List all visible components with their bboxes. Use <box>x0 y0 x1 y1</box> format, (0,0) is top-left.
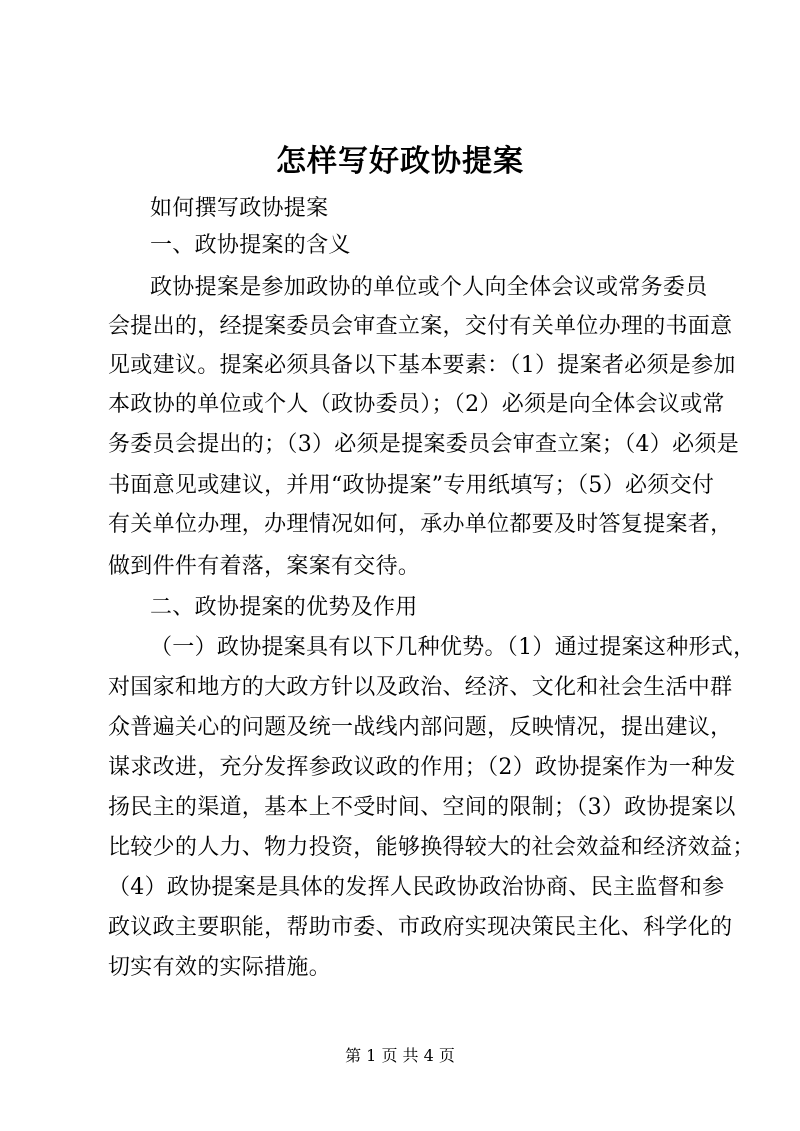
paragraph-line: 见或建议。提案必须具备以下基本要素：（1）提案者必须是参加 <box>108 353 736 378</box>
section-heading: 二、政协提案的优势及作用 <box>150 595 418 620</box>
subtitle-line: 如何撰写政协提案 <box>150 196 329 221</box>
paragraph-line: 扬民主的渠道，基本上不受时间、空间的限制；（3）政协提案以 <box>108 795 736 820</box>
paragraph-line: 众普遍关心的问题及统一战线内部问题，反映情况，提出建议， <box>108 715 733 740</box>
paragraph-line: 谋求改进，充分发挥参政议政的作用；（2）政协提案作为一种发 <box>108 755 736 780</box>
paragraph-line: 做到件件有着落，案案有交待。 <box>108 554 421 579</box>
paragraph-line: 政协提案是参加政协的单位或个人向全体会议或常务委员 <box>150 275 708 300</box>
paragraph-line: 有关单位办理，办理情况如何，承办单位都要及时答复提案者， <box>108 512 733 537</box>
document-title: 怎样写好政协提案 <box>276 144 524 179</box>
paragraph-line: 政议政主要职能，帮助市委、市政府实现决策民主化、科学化的 <box>108 915 733 940</box>
paragraph-line: 切实有效的实际措施。 <box>108 955 332 980</box>
paragraph-line: 本政协的单位或个人（政协委员）；（2）必须是向全体会议或常 <box>108 392 725 417</box>
paragraph-line: 务委员会提出的；（3）必须是提案委员会审查立案；（4）必须是 <box>108 432 739 457</box>
page-number-footer: 第 1 页 共 4 页 <box>345 1046 455 1065</box>
paragraph-line: 对国家和地方的大政方针以及政治、经济、文化和社会生活中群 <box>108 675 733 700</box>
paragraph-line: （4）政协提案是具体的发挥人民政协政治协商、民主监督和参 <box>108 875 725 900</box>
paragraph-line: （一）政协提案具有以下几种优势。（1）通过提案这种形式， <box>150 635 756 660</box>
paragraph-line: 会提出的，经提案委员会审查立案，交付有关单位办理的书面意 <box>108 314 733 339</box>
section-heading: 一、政协提案的含义 <box>150 233 351 258</box>
paragraph-line: 书面意见或建议，并用“政协提案”专用纸填写；（5）必须交付 <box>108 473 715 498</box>
paragraph-line: 比较少的人力、物力投资，能够换得较大的社会效益和经济效益； <box>108 835 755 860</box>
